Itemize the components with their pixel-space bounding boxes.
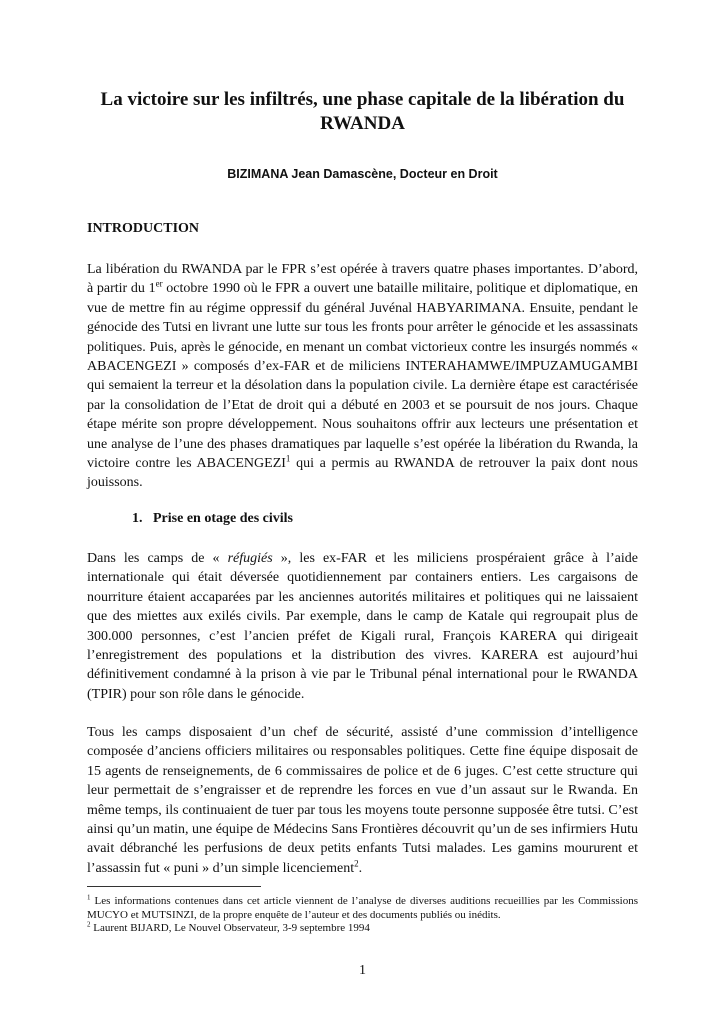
document-title: La victoire sur les infiltrés, une phase capitale de la libération du RWANDA: [100, 89, 625, 134]
para2-text-start: Dans les camps de «: [87, 551, 228, 566]
introduction-heading: INTRODUCTION: [87, 221, 200, 236]
section-1-heading: [132, 511, 293, 527]
para3-text: Tous les camps disposaient d’un chef de sécurité, assisté d’une commission d’intelligence composée d’anciens officiers militaires ou responsables politiques. Cette fine équipe disposait de 15 agents de renseignements, de 6 commissaires de police et de 6 juges. C’est cette structure qui leur permettait de s’engraisser et de reprendre les forces en vue d’un assaut sur le Rwanda. En même temps, ils continuaient de tuer par tous les moyens toute personne supposée être tutsi. C’est ainsi qu’un matin, une équipe de Médecins Sans Frontières découvrit qu’un de ses infirmiers Hutu avait débranché les perfusions de deux petits enfants Tutsi malades. Les gamins moururent et l’assassin fut « puni » d’un simple licenciement: [87, 725, 638, 876]
intro-paragraph: [87, 260, 638, 493]
footnote-1-text: Les informations contenues dans cet article viennent de l’analyse de diverses auditions recueillies par les Commissions MUCYO et MUTSINZI, de la propre enquête de l’auteur et des documents publiés ou inédits.: [87, 895, 638, 921]
ordinal-superscript: er: [155, 278, 163, 289]
section-1-title: Prise en otage des civils: [153, 511, 293, 526]
refugies-italic: réfugiés: [227, 551, 273, 566]
footnote-ref-1[interactable]: 1: [285, 453, 291, 464]
para2-text-rest: », les ex-FAR et les miliciens prospéraient grâce à l’aide internationale qui était déversée quotidiennement par containers entiers. Les cargaisons de nourriture étaient accaparées par les anciennes autorités militaires et politiques qui ne laissaient que des miettes aux exilés civils. Par exemple, dans le camp de Katale qui regroupait plus de 300.000 personnes, c’est l’ancien préfet de Kigali rural, François KARERA qui dirigeait l’enregistrement des populations et la distribution des vivres. KARERA est aujourd’hui définitivement condamné à la prison à vie par le Tribunal pénal international pour le RWANDA (TPIR) pour son rôle dans le génocide.: [87, 551, 638, 702]
footnote-1: [87, 895, 638, 922]
section-1-number: 1.: [132, 511, 143, 526]
footnote-2-marker: 2: [87, 920, 91, 929]
section-1-paragraph-2: [87, 723, 638, 878]
para3-end: .: [358, 860, 363, 876]
page-number: 1: [359, 963, 366, 978]
intro-text-middle: octobre 1990 où le FPR a ouvert une bataille militaire, politique et diplomatique, en vue de mettre fin au régime oppressif du général Juvénal HABYARIMANA. Ensuite, pendant le génocide des Tutsi en livrant une lutte sur tous les fronts pour arrêter le génocide et les assassinats politiques. Puis, après le génocide, en menant un combat victorieux contre les insurgés nommés « ABACENGEZI » composés d’ex-FAR et de miliciens INTERAHAMWE/IMPUZAMUGAMBI qui semaient la terreur et la désolation dans la population civile. La dernière étape est caractérisée par la consolidation de l’Etat de droit qui a débuté en 2003 et se poursuit de nos jours. Chaque étape mérite son propre développement. Nous souhaitons offrir aux lecteurs une présentation et une analyse de l’une des phases dramatiques par laquelle s’est opérée la libération du Rwanda, la victoire contre les ABACENGEZI: [87, 281, 638, 472]
section-1-paragraph-1: [87, 549, 638, 704]
footnote-separator: [87, 886, 261, 887]
footnote-1-marker: 1: [87, 893, 91, 902]
author-line: BIZIMANA Jean Damascène, Docteur en Droit: [227, 167, 498, 181]
intro-text-end: qui a permis au RWANDA de retrouver la paix dont nous jouissons.: [87, 456, 638, 491]
footnote-2-text: Laurent BIJARD, Le Nouvel Observateur, 3-9 septembre 1994: [90, 922, 370, 934]
intro-text-start: La libération du RWANDA par le FPR s’est opérée à travers quatre phases importantes. D’abord, à partir du 1: [87, 262, 638, 297]
footnote-ref-2[interactable]: 2: [354, 858, 359, 869]
footnote-2: [87, 922, 638, 936]
